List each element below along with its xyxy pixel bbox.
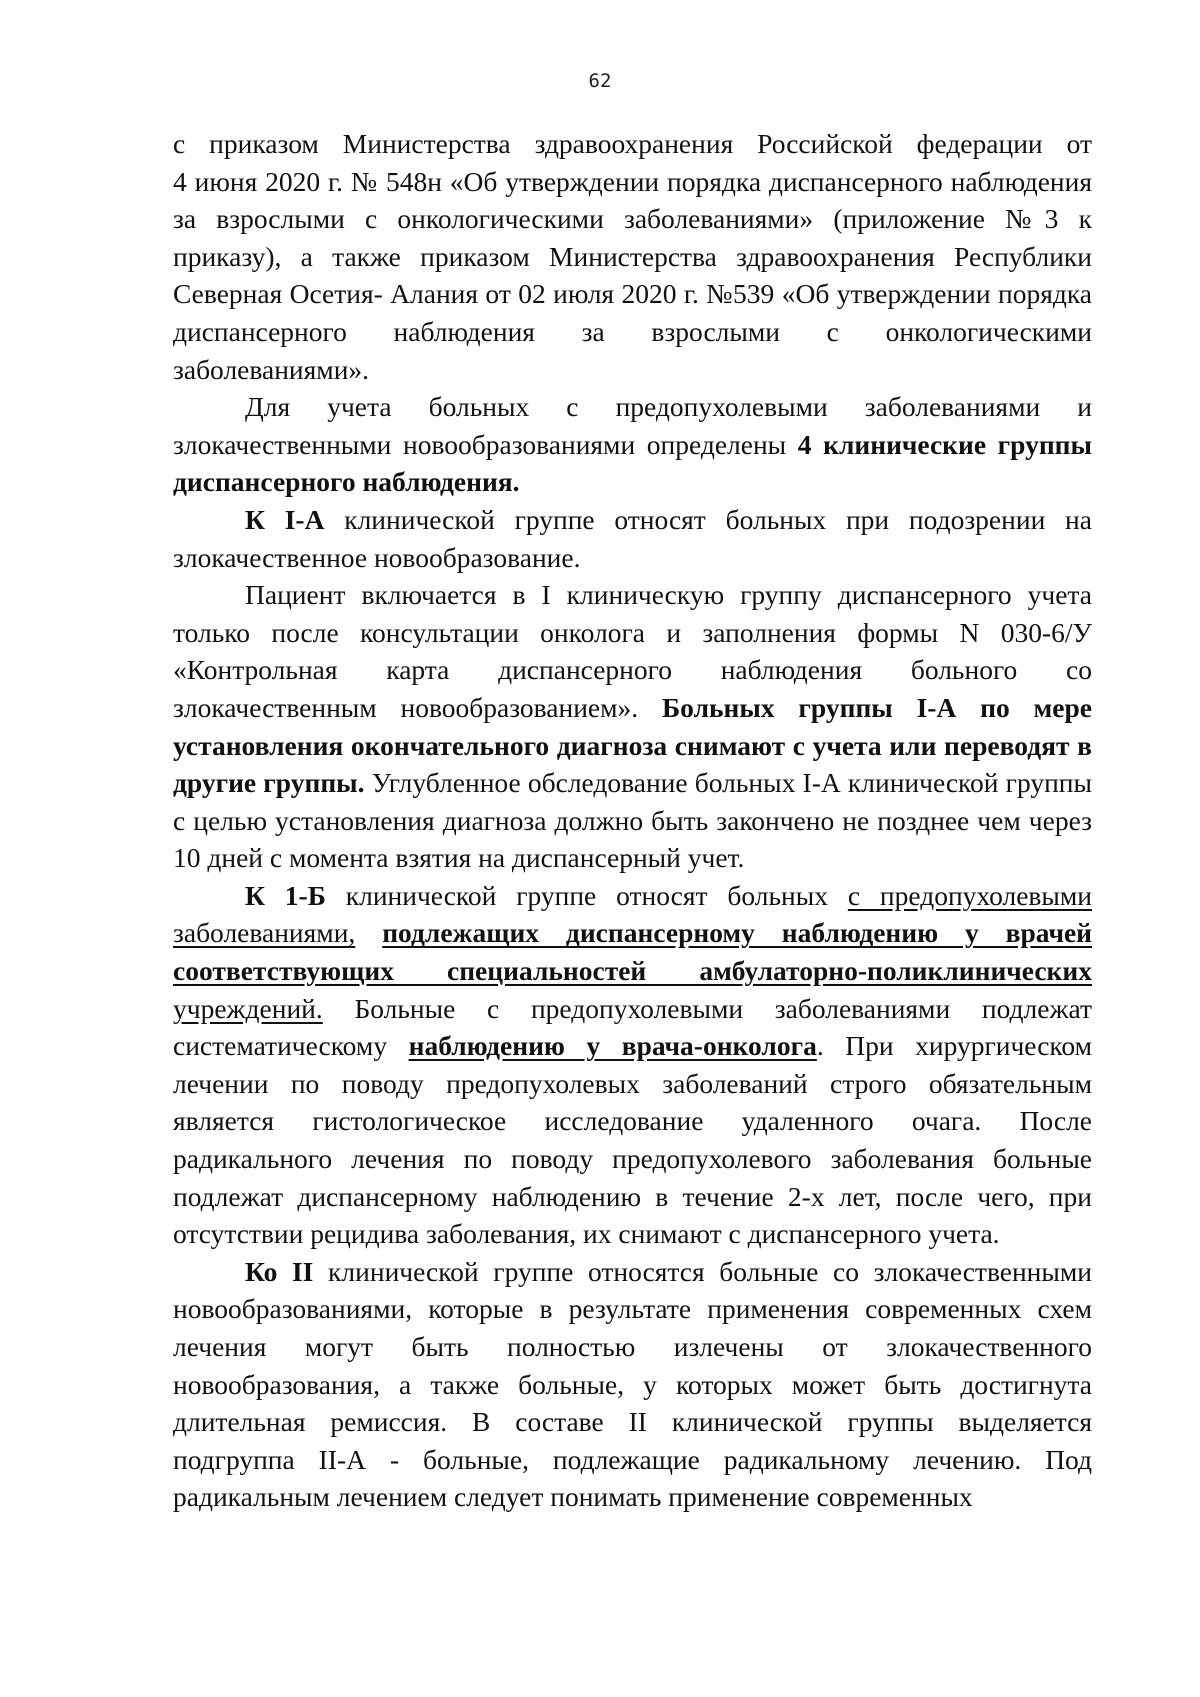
group-1a-heading: К I-А — [245, 503, 325, 535]
group-1b-space — [355, 917, 382, 948]
page-number: 62 — [588, 70, 612, 92]
group-1b-underlined-1: с предопухолевыми заболеваниями, — [173, 879, 1093, 949]
group-1b-underlined-2: учреждений. — [173, 992, 323, 1024]
group-1b-text: клинической группе относят больных — [325, 879, 848, 911]
paragraph-patient-inclusion — [173, 576, 1092, 877]
group-2-text: клинической группе относятся больные со злокачественными новообразованиями, которые в результате применения современных схем лечения могут быть полностью излечены от злокачественного новообразования, а также больные, у которых может быть достигнута длительная ремиссия. В составе II клинической группы выделяется подгруппа II-А - больные, подлежащие радикальному лечению. Под радикальным лечением следует понимать применение современных — [173, 1255, 1092, 1513]
group-1a-text: клинической группе относят больных при подозрении на злокачественное новообразование. — [173, 503, 1092, 573]
paragraph-intro-line: с приказом Министерства здравоохранения Российской федерации от — [173, 128, 1092, 159]
inclusion-tail: Углубленное обследование больных I-А клинической группы с целью установления диагноза должно быть закончено не позднее чем через 10 дней с момента взятия на диспансерный учет. — [173, 767, 1092, 874]
group-1b-heading: К 1-Б — [245, 879, 326, 911]
group-1b-bold-underlined: подлежащих диспансерному наблюдению у врачей соответствующих специальностей амбулаторно-поликлинических — [173, 917, 1093, 987]
paragraph-group-1b — [173, 877, 1092, 1253]
inclusion-bold: Больных группы I-А по мере установления окончательного диагноза снимают с учета или переводят в другие группы. — [173, 691, 1092, 799]
paragraph-clinical-groups — [173, 388, 1092, 501]
group-1b-bold-underlined-2: наблюдению у врача-онколога — [408, 1030, 817, 1062]
clinical-groups-bold: 4 клинические группы диспансерного наблюдения. — [173, 428, 1092, 498]
clinical-groups-text: Для учета больных с предопухолевыми заболеваниями и злокачественными новообразованиями определены — [173, 391, 1092, 460]
paragraph-group-2 — [173, 1253, 1092, 1516]
group-2-heading: Ко II — [245, 1255, 314, 1287]
paragraph-group-1a — [173, 501, 1092, 576]
document-body — [173, 125, 1092, 1516]
paragraph-order-reference: 4 июня 2020 г. № 548н «Об утверждении порядка диспансерного наблюдения за взрослыми с онкологическими заболеваниями» (приложение №3 к приказу), а также приказом Министерства здравоохранения Республики Северная Осетия- Алания от 02 июля 2020 г. №539 «Об утверждении порядка диспансерного наблюдения за взрослыми с онкологическими заболеваниями». — [173, 165, 1092, 385]
group-1b-text-2: Больные с предопухолевыми заболеваниями подлежат систематическому — [173, 992, 1092, 1062]
group-1b-tail: . При хирургическом лечении по поводу предопухолевых заболеваний строго обязательным является гистологическое исследование удаленного очага. После радикального лечения по поводу предопухолевого заболевания больные подлежат диспансерному наблюдению в течение 2-х лет, после чего, при отсутствии рецидива заболевания, их снимают с диспансерного учета. — [173, 1030, 1092, 1250]
inclusion-text: Пациент включается в I клиническую группу диспансерного учета только после консультации онколога и заполнения формы N 030-6/У «Контрольная карта диспансерного наблюдения больного со злокачественным новообразованием». — [173, 579, 1092, 723]
